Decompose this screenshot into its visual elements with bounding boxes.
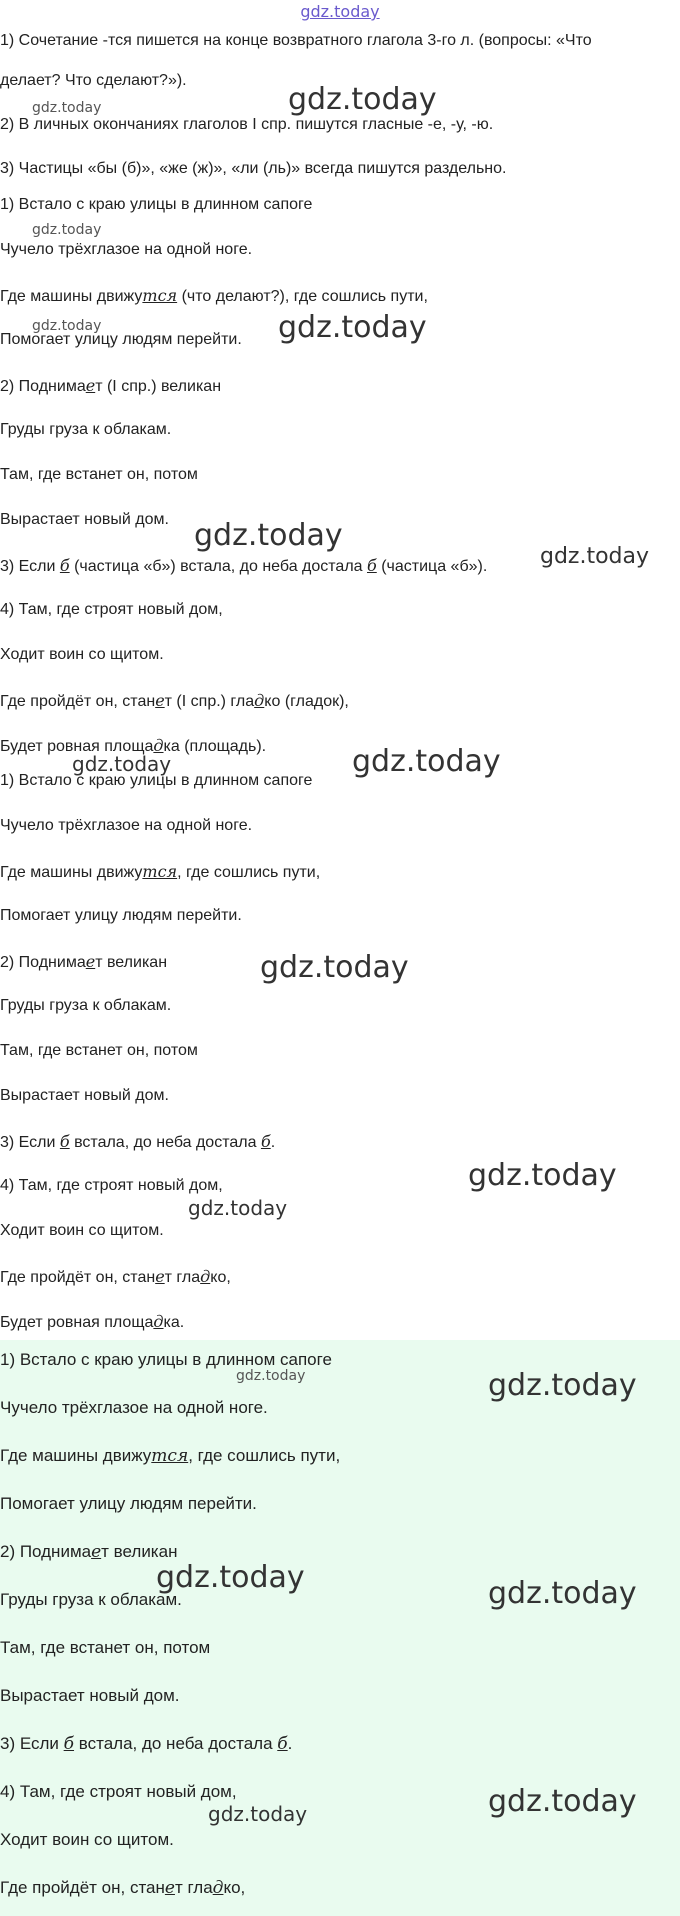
text-fragment: 2) Поднима xyxy=(0,1542,92,1561)
text-fragment: Где машины движу xyxy=(0,1446,152,1465)
b1-line-5 xyxy=(0,376,676,396)
b3-line-7: Там, где встанет он, потом xyxy=(0,1638,211,1657)
b3-line-4: Помогает улицу людям перейти. xyxy=(0,1494,257,1513)
watermark-small: gdz.today xyxy=(32,222,102,238)
b1-line-10: 4) Там, где строят новый дом, xyxy=(0,601,223,618)
text-fragment: Где пройдёт он, стан xyxy=(0,693,156,710)
b2-line-10: 4) Там, где строят новый дом, xyxy=(0,1177,223,1194)
b3-line-2: Чучело трёхглазое на одной ноге. xyxy=(0,1398,268,1417)
b1-line-1: 1) Встало с краю улицы в длинном сапоге xyxy=(0,196,313,213)
watermark-small: gdz.today xyxy=(32,100,102,116)
watermark: gdz.today xyxy=(488,1784,637,1819)
rule-1-line-1: 1) Сочетание -тся пишется на конце возвратного глагола 3-го л. (вопросы: «Что xyxy=(0,32,592,49)
b1-line-11: Ходит воин со щитом. xyxy=(0,646,164,663)
highlight-letter: б xyxy=(59,1132,70,1151)
text-fragment: т великан xyxy=(101,1542,178,1561)
rule-1-line-2: делает? Что сделают?»). xyxy=(0,72,187,89)
highlight-letter: е xyxy=(164,1878,175,1898)
highlight-letter: б xyxy=(367,556,377,575)
b3-line-10: 4) Там, где строят новый дом, xyxy=(0,1782,237,1801)
watermark: gdz.today xyxy=(488,1368,637,1403)
highlight-letter: е xyxy=(155,691,165,710)
watermark: gdz.today xyxy=(156,1560,305,1595)
b3-line-11: Ходит воин со щитом. xyxy=(0,1830,174,1849)
text-fragment: . xyxy=(270,1134,276,1151)
watermark-small: gdz.today xyxy=(32,318,102,334)
b3-line-3 xyxy=(0,1446,676,1466)
text-fragment: Будет ровная площа xyxy=(0,738,154,755)
text-fragment: Где машины движу xyxy=(0,864,143,881)
b3-line-1: 1) Встало с краю улицы в длинном сапоге xyxy=(0,1350,332,1369)
text-fragment: , где сошлись пути, xyxy=(188,1446,341,1465)
b2-line-11: Ходит воин со щитом. xyxy=(0,1222,164,1239)
highlight-letter: б xyxy=(277,1734,288,1754)
highlight-letter: е xyxy=(91,1542,102,1562)
watermark: gdz.today xyxy=(208,1802,308,1826)
b1-line-6: Груды груза к облакам. xyxy=(0,421,172,438)
rule-3: 3) Частицы «бы (б)», «же (ж)», «ли (ль)» всегда пишутся раздельно. xyxy=(0,160,507,177)
highlight-letter: д xyxy=(153,1312,164,1331)
highlight-letter: б xyxy=(260,1132,271,1151)
text-fragment: т гла xyxy=(174,1878,213,1897)
b1-line-3 xyxy=(0,286,676,306)
b2-line-1: 1) Встало с краю улицы в длинном сапоге xyxy=(0,772,313,789)
b2-line-2: Чучело трёхглазое на одной ноге. xyxy=(0,817,253,834)
text-fragment: . xyxy=(287,1734,293,1753)
b1-line-8: Вырастает новый дом. xyxy=(0,511,169,528)
b2-line-7: Там, где встанет он, потом xyxy=(0,1042,198,1059)
b1-line-2: Чучело трёхглазое на одной ноге. xyxy=(0,241,253,258)
highlight-letter: д xyxy=(212,1878,224,1898)
b1-line-4: Помогает улицу людям перейти. xyxy=(0,331,242,348)
b3-line-9 xyxy=(0,1734,676,1754)
highlight-ending: тся xyxy=(142,286,178,305)
b2-line-13 xyxy=(0,1312,676,1332)
text-fragment: 2) Поднима xyxy=(0,378,86,395)
text-fragment: т великан xyxy=(95,954,168,971)
watermark: gdz.today xyxy=(194,518,343,553)
highlight-letter: е xyxy=(85,952,96,971)
watermark-small: gdz.today xyxy=(236,1368,306,1384)
text-fragment: встала, до неба достала xyxy=(74,1734,278,1753)
text-fragment: (частица «б») встала, до неба достала xyxy=(69,558,367,575)
b1-line-7: Там, где встанет он, потом xyxy=(0,466,198,483)
text-fragment: встала, до неба достала xyxy=(69,1134,261,1151)
text-fragment: ко (гладок), xyxy=(264,693,349,710)
watermark: gdz.today xyxy=(468,1158,617,1193)
text-fragment: (что делают?), где сошлись пути, xyxy=(177,288,428,305)
answer-panel xyxy=(0,1340,680,1916)
text-fragment: т (I спр.) великан xyxy=(95,378,222,395)
b3-line-5 xyxy=(0,1542,676,1562)
b2-line-12 xyxy=(0,1267,676,1287)
site-link[interactable]: gdz.today xyxy=(300,2,380,21)
text-fragment: 2) Поднима xyxy=(0,954,86,971)
text-fragment: т гла xyxy=(164,1269,201,1286)
text-fragment: Будет ровная площа xyxy=(0,1314,154,1331)
watermark: gdz.today xyxy=(188,1196,288,1220)
watermark: gdz.today xyxy=(488,1576,637,1611)
highlight-letter: д xyxy=(200,1267,211,1286)
b2-line-6: Груды груза к облакам. xyxy=(0,997,172,1014)
b3-line-8: Вырастает новый дом. xyxy=(0,1686,180,1705)
highlight-letter: е xyxy=(85,376,96,395)
text-fragment: (частица «б»). xyxy=(376,558,488,575)
watermark: gdz.today xyxy=(72,752,172,776)
highlight-letter: д xyxy=(254,691,265,710)
watermark: gdz.today xyxy=(352,744,501,779)
text-fragment: Где пройдёт он, стан xyxy=(0,1269,156,1286)
watermark: gdz.today xyxy=(278,310,427,345)
text-fragment: ка. xyxy=(163,1314,185,1331)
watermark: gdz.today xyxy=(260,950,409,985)
b1-line-12 xyxy=(0,691,676,711)
text-fragment: 3) Если xyxy=(0,1134,60,1151)
text-fragment: ка (площадь). xyxy=(163,738,267,755)
text-fragment: ко, xyxy=(223,1878,246,1897)
highlight-ending: тся xyxy=(151,1446,189,1466)
text-fragment: 3) Если xyxy=(0,558,60,575)
b2-line-9 xyxy=(0,1132,676,1152)
text-fragment: , где сошлись пути, xyxy=(177,864,321,881)
watermark: gdz.today xyxy=(288,82,437,117)
text-fragment: т (I спр.) гла xyxy=(164,693,255,710)
text-fragment: Где пройдёт он, стан xyxy=(0,1878,165,1897)
highlight-letter: е xyxy=(155,1267,165,1286)
b2-line-8: Вырастает новый дом. xyxy=(0,1087,169,1104)
highlight-letter: д xyxy=(153,736,164,755)
text-fragment: Где машины движу xyxy=(0,288,143,305)
highlight-letter: б xyxy=(59,556,70,575)
highlight-ending: тся xyxy=(142,862,178,881)
text-fragment: ко, xyxy=(210,1269,231,1286)
watermark: gdz.today xyxy=(540,544,650,569)
highlight-letter: б xyxy=(63,1734,75,1754)
rule-2: 2) В личных окончаниях глаголов I спр. пишутся гласные -е, -у, -ю. xyxy=(0,116,494,133)
b2-line-3 xyxy=(0,862,676,882)
b2-line-4: Помогает улицу людям перейти. xyxy=(0,907,242,924)
b3-line-12 xyxy=(0,1878,676,1898)
b3-line-6: Груды груза к облакам. xyxy=(0,1590,182,1609)
text-fragment: 3) Если xyxy=(0,1734,64,1753)
